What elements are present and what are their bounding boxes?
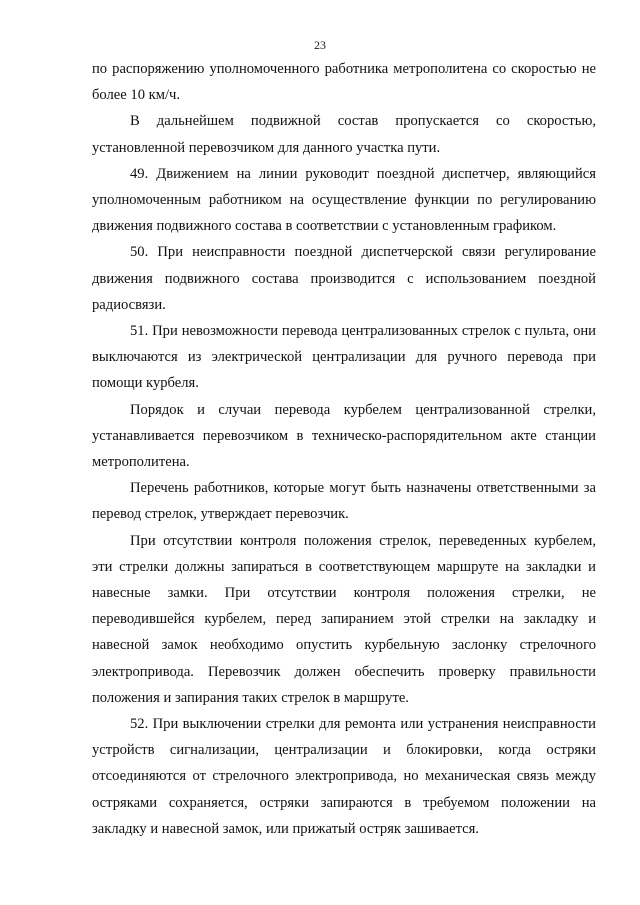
paragraph: 50. При неисправности поездной диспетчерской связи регулирование движения подвижного состава производится с использованием поездной радиосвязи. [92,244,596,313]
paragraph: Перечень работников, которые могут быть назначены ответственными за перевод стрелок, утверждает перевозчик. [92,480,596,523]
paragraph: 49. Движением на линии руководит поездной диспетчер, являющийся уполномоченным работником на осуществление функции по регулированию движения подвижного состава в соответствии с установленным графиком. [92,165,596,235]
document-body [92,56,596,842]
paragraph: В дальнейшем подвижной состав пропускается со скоростью, установленной перевозчиком для данного участка пути. [92,113,596,156]
paragraph: 51. При невозможности перевода централизованных стрелок с пульта, они выключаются из электрической централизации для ручного перевода при помощи курбеля. [92,323,596,392]
page-number: 23 [314,38,326,52]
paragraph: Порядок и случаи перевода курбелем централизованной стрелки, устанавливается перевозчиком в техническо-распорядительном акте станции метрополитена. [92,401,596,471]
paragraph: по распоряжению уполномоченного работника метрополитена со скоростью не более 10 км/ч. [92,61,596,104]
paragraph: 52. При выключении стрелки для ремонта или устранения неисправности устройств сигнализации, централизации и блокировки, когда остряки отсоединяются от стрелочного электропривода, но механическая связь между остряками сохраняется, остряки запираются в требуемом положении на закладку и навесной замок, или прижатый остряк зашивается. [92,716,596,837]
paragraph: При отсутствии контроля положения стрелок, переведенных курбелем, эти стрелки должны запираться в соответствующем маршруте на закладки и навесные замки. При отсутствии контроля положения стрелки, не переводившейся курбелем, перед запиранием этой стрелки на закладку и навесной замок необходимо опустить курбельную заслонку стрелочного электропривода. Перевозчик должен обеспечить проверку правильности положения и запирания таких стрелок в маршруте. [92,532,596,706]
